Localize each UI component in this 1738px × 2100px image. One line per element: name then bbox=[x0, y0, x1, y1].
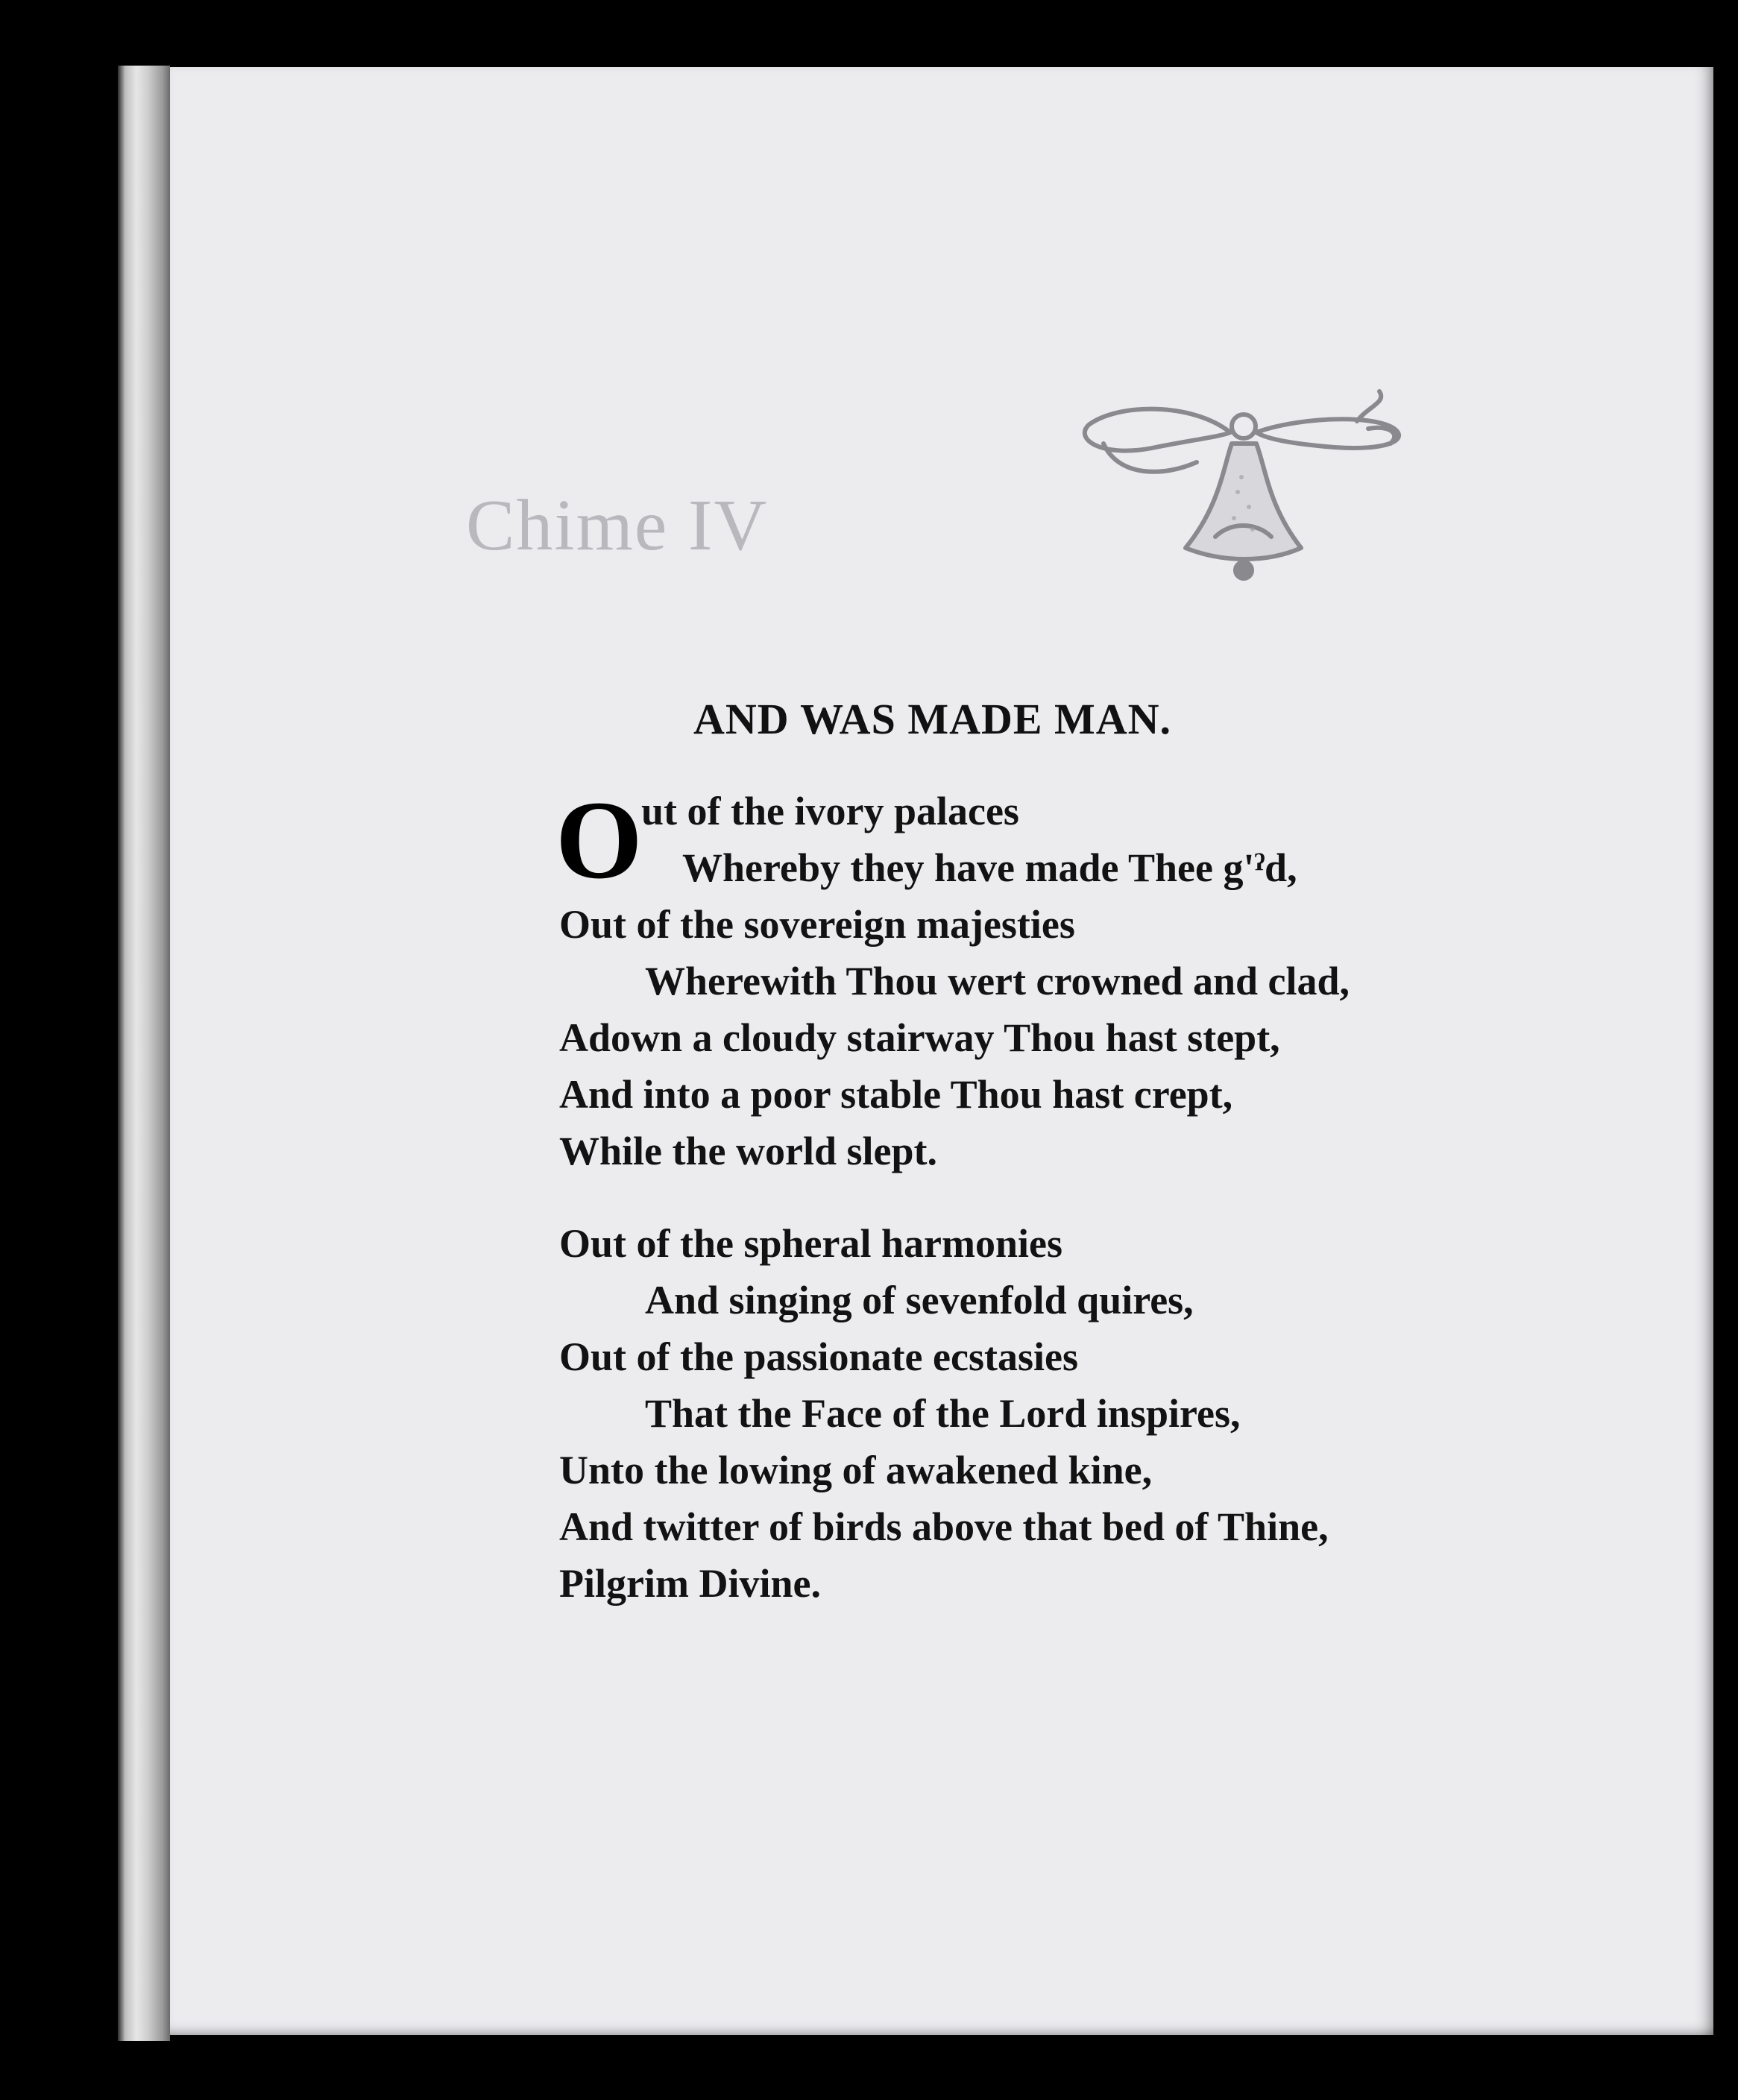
poem-line: And into a poor stable Thou hast crept, bbox=[559, 1072, 1233, 1117]
chime-label: Chime IV bbox=[466, 485, 769, 566]
poem-line: Out of the spheral harmonies bbox=[559, 1221, 1062, 1266]
stanza-1 bbox=[555, 778, 1528, 1179]
poem-line: And twitter of birds above that bed of Thine, bbox=[559, 1504, 1329, 1549]
poem-title: AND WAS MADE MAN. bbox=[693, 695, 1172, 743]
poem-line: Wherewith Thou wert crowned and clad, bbox=[645, 959, 1350, 1003]
poem-line: Out of the passionate ecstasies bbox=[559, 1334, 1078, 1379]
poem-line: Pilgrim Divine. bbox=[559, 1561, 821, 1606]
poem-line: And singing of sevenfold quires, bbox=[645, 1278, 1194, 1322]
drop-cap: O bbox=[555, 778, 643, 902]
poem-line: ut of the ivory palaces bbox=[641, 789, 1019, 833]
poem-line: Out of the sovereign majesties bbox=[559, 902, 1075, 947]
book-spine-edge bbox=[118, 66, 170, 2041]
poem-line: Unto the lowing of awakened kine, bbox=[559, 1448, 1153, 1492]
bell-with-ribbon-icon bbox=[1074, 388, 1417, 611]
poem-line: Whereby they have made Thee g'ˀd, bbox=[682, 845, 1297, 890]
poem-line: That the Face of the Lord inspires, bbox=[645, 1391, 1241, 1436]
poem-line: While the world slept. bbox=[559, 1129, 937, 1173]
stanza-2 bbox=[559, 1215, 1528, 1612]
poem-line: Adown a cloudy stairway Thou hast stept, bbox=[559, 1015, 1280, 1060]
